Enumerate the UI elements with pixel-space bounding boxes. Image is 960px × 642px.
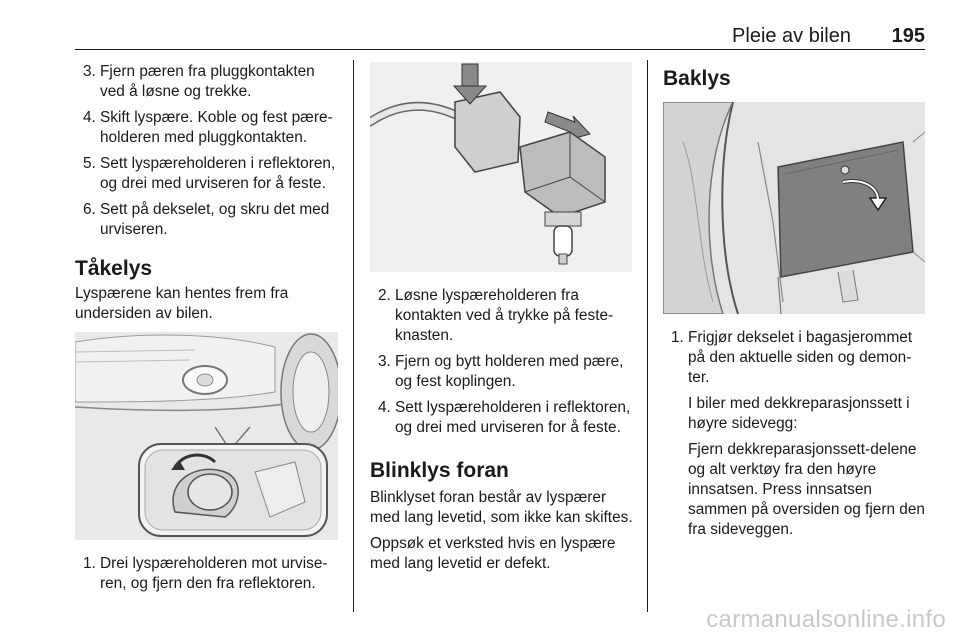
- list-item: 1. Frigjør dekselet i bagasjerommet på den aktuelle siden og demonter. I biler med dekkreparasjonssett i høyre sidevegg: Fjern dekkreparasjonssett-delene og alt verktøy fra den høyre innsatsen. Press innsatsen sammen på oversiden og fjern den fra sideveggen.: [671, 329, 925, 538]
- column-middle: [370, 62, 634, 580]
- watermark: carmanualsonline.info: [706, 606, 946, 633]
- column-divider-1: [353, 60, 354, 612]
- steps-list-right: [663, 328, 927, 540]
- column-left: [75, 62, 343, 600]
- column-right: [663, 62, 927, 546]
- list-item: 4. Sett lyspæreholderen i reflektoren, og drei med urviseren for å feste.: [378, 399, 631, 436]
- heading-tail-lights: Baklys: [663, 67, 731, 90]
- indicator-para-1: Blinklyset foran består av lyspærer med lang levetid, som ikke kan skiftes.: [370, 489, 633, 526]
- steps-list-top: [75, 62, 343, 240]
- steps-list-bottom: [75, 554, 343, 594]
- steps-list-middle: [370, 286, 634, 438]
- column-divider-2: [647, 60, 648, 612]
- heading-fog-lights: Tåkelys: [75, 257, 153, 280]
- page-header: [75, 24, 925, 50]
- heading-front-indicator: Blinklys foran: [370, 459, 509, 482]
- list-item: 6. Sett på dekselet, og skru det med urviseren.: [83, 201, 330, 238]
- section-title: Pleie av bilen: [732, 25, 851, 47]
- fog-light-illustration: [75, 332, 338, 540]
- trunk-cover-illustration: [663, 102, 925, 314]
- list-item: 4. Skift lyspære. Koble og fest pæreholderen med pluggkontakten.: [83, 109, 333, 146]
- fog-intro-text: Lyspærene kan hentes frem fra undersiden av bilen.: [75, 285, 289, 322]
- page-number: 195: [891, 25, 925, 47]
- bulb-holder-illustration: [370, 62, 632, 272]
- list-item: 2. Løsne lyspæreholderen fra kontakten ved å trykke på festeknasten.: [378, 287, 614, 344]
- list-item: 1. Drei lyspæreholderen mot urviseren, og fjern den fra reflektoren.: [83, 555, 328, 592]
- indicator-para-2: Oppsøk et verksted hvis en lyspære med lang levetid er defekt.: [370, 535, 616, 572]
- list-item: 3. Fjern og bytt holderen med pære, og fest koplingen.: [378, 353, 624, 390]
- header-rule: [75, 49, 925, 50]
- list-item: 3. Fjern pæren fra pluggkontakten ved å løsne og trekke.: [83, 63, 315, 100]
- list-item: 5. Sett lyspæreholderen i reflektoren, og drei med urviseren for å feste.: [83, 155, 336, 192]
